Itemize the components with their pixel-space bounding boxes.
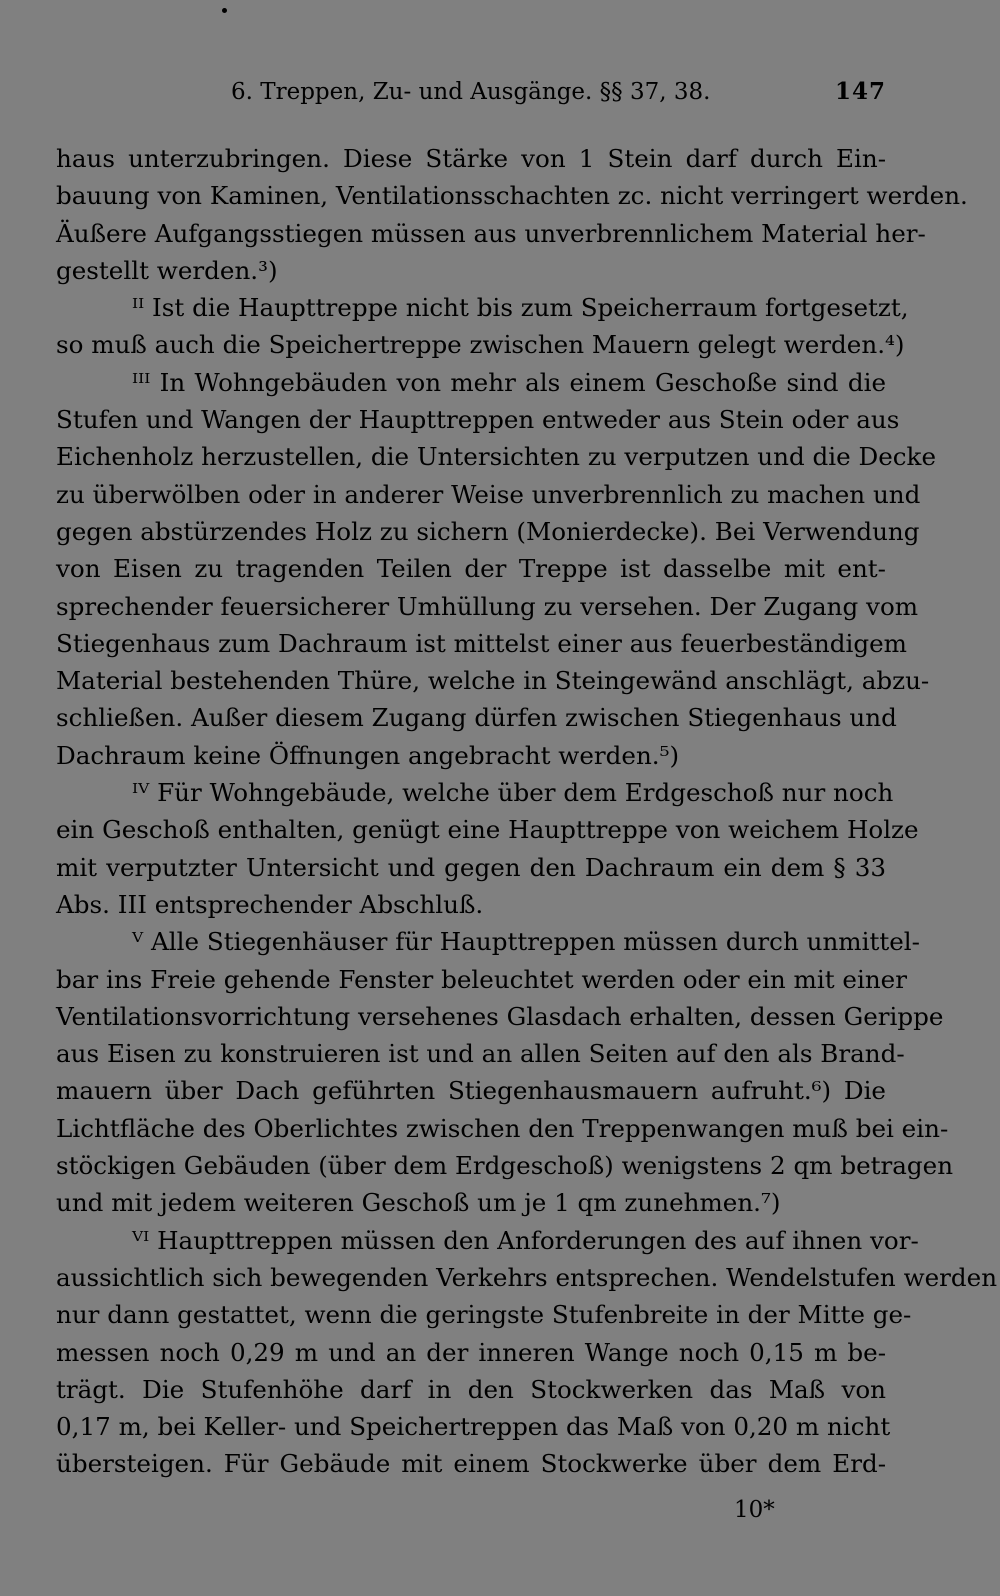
text-line: gegen abstürzendes Holz zu sichern (Monierdecke). Bei Verwendung [56, 516, 920, 546]
text-line: aussichtlich sich bewegenden Verkehrs entsprechen. Wendelstufen werden [56, 1262, 998, 1292]
paragraph-start: ᴵᴵ Ist die Haupttreppe nicht bis zum Speicherraum fortgesetzt, [132, 293, 909, 323]
text-line: Stiegenhaus zum Dachraum ist mittelst einer aus feuerbeständigem [56, 628, 907, 658]
text-line: bauung von Kaminen, Ventilationsschachten zc. nicht verringert werden. [56, 181, 968, 211]
text-line: messen noch 0,29 m und an der inneren Wange noch 0,15 m be- [56, 1337, 886, 1367]
text-line: zu überwölben oder in anderer Weise unverbrennlich zu machen und [56, 479, 921, 509]
signature-mark: 10* [734, 1497, 775, 1523]
text-line: gestellt werden.³) [56, 255, 278, 285]
text-line: Lichtfläche des Oberlichtes zwischen den Treppenwangen muß bei ein- [56, 1113, 949, 1143]
running-head: 6. Treppen, Zu- und Ausgänge. §§ 37, 38. [231, 79, 711, 105]
text-line: Stufen und Wangen der Haupttreppen entweder aus Stein oder aus [56, 405, 900, 435]
page-number: 147 [834, 78, 886, 105]
paragraph-start: ⱽᴵ Haupttreppen müssen den Anforderungen des auf ihnen vor- [132, 1225, 919, 1255]
body-text [56, 140, 998, 1483]
text-line: so muß auch die Speichertreppe zwischen Mauern gelegt werden.⁴) [56, 330, 905, 360]
text-line: schließen. Außer diesem Zugang dürfen zwischen Stiegenhaus und [56, 703, 897, 733]
text-line: Abs. III entsprechender Abschluß. [56, 889, 484, 919]
text-line: und mit jedem weiteren Geschoß um je 1 qm zunehmen.⁷) [56, 1188, 781, 1218]
text-line: Äußere Aufgangsstiegen müssen aus unverbrennlichem Material her- [56, 218, 926, 248]
text-line: 0,17 m, bei Keller- und Speichertreppen das Maß von 0,20 m nicht [56, 1412, 891, 1442]
text-line: Dachraum keine Öffnungen angebracht werden.⁵) [56, 740, 680, 770]
text-line: nur dann gestattet, wenn die geringste Stufenbreite in der Mitte ge- [56, 1300, 912, 1330]
text-line: aus Eisen zu konstruieren ist und an allen Seiten auf den als Brand- [56, 1039, 905, 1069]
text-line: bar ins Freie gehende Fenster beleuchtet werden oder ein mit einer [56, 964, 907, 994]
text-line: mauern über Dach geführten Stiegenhausmauern aufruht.⁶) Die [56, 1076, 886, 1106]
text-line: trägt. Die Stufenhöhe darf in den Stockwerken das Maß von [56, 1374, 886, 1404]
text-line: mit verputzter Untersicht und gegen den Dachraum ein dem § 33 [56, 852, 886, 882]
text-line: Material bestehenden Thüre, welche in Steingewänd anschlägt, abzu- [56, 666, 930, 696]
text-line: übersteigen. Für Gebäude mit einem Stockwerke über dem Erd- [56, 1449, 886, 1479]
text-line: ein Geschoß enthalten, genügt eine Haupttreppe von weichem Holze [56, 815, 919, 845]
ink-speck [222, 8, 227, 13]
paragraph-start: ᴵⱽ Für Wohngebäude, welche über dem Erdgeschoß nur noch [132, 778, 894, 808]
text-line: Ventilationsvorrichtung versehenes Glasdach erhalten, dessen Gerippe [56, 1001, 944, 1031]
page-header [56, 74, 886, 110]
text-line: sprechender feuersicherer Umhüllung zu versehen. Der Zugang vom [56, 591, 919, 621]
paragraph-start: ⱽ Alle Stiegenhäuser für Haupttreppen müssen durch unmittel- [132, 927, 920, 957]
paragraph-start: ᴵᴵᴵ In Wohngebäuden von mehr als einem Geschoße sind die [132, 367, 886, 397]
text-line: haus unterzubringen. Diese Stärke von 1 Stein darf durch Ein- [56, 144, 886, 173]
text-line: stöckigen Gebäuden (über dem Erdgeschoß) wenigstens 2 qm betragen [56, 1151, 954, 1181]
text-line: von Eisen zu tragenden Teilen der Treppe ist dasselbe mit ent- [56, 554, 886, 584]
text-line: Eichenholz herzustellen, die Untersichten zu verputzen und die Decke [56, 442, 936, 472]
